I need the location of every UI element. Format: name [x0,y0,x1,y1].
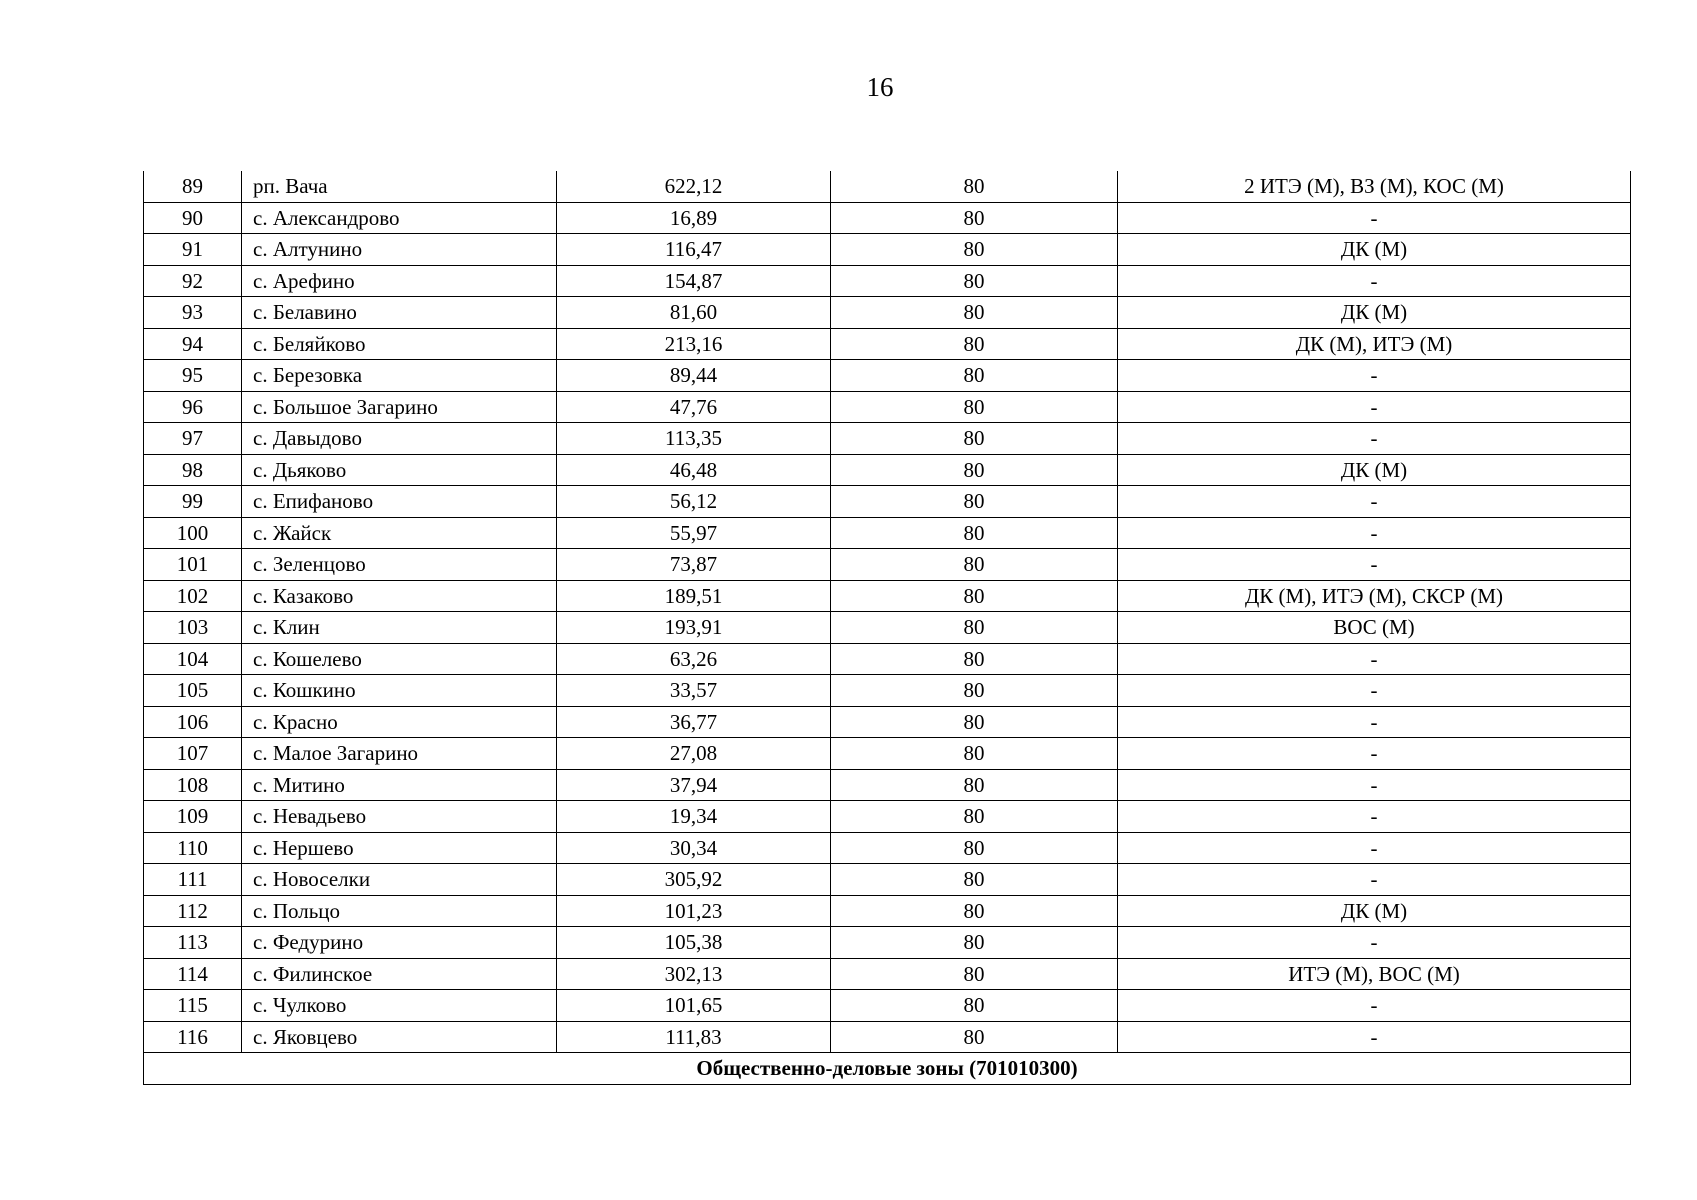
objects-cell: - [1118,486,1631,518]
row-number-cell: 103 [144,612,242,644]
percent-cell: 80 [831,706,1118,738]
settlement-name-cell: с. Нершево [242,832,557,864]
settlement-name-cell: с. Польцо [242,895,557,927]
settlement-name-cell: с. Красно [242,706,557,738]
row-number-cell: 112 [144,895,242,927]
objects-cell: - [1118,423,1631,455]
table-row [144,423,1631,455]
objects-cell: - [1118,265,1631,297]
settlement-name-cell: с. Александрово [242,202,557,234]
row-number-cell: 114 [144,958,242,990]
percent-cell: 80 [831,517,1118,549]
objects-cell: - [1118,738,1631,770]
percent-cell: 80 [831,328,1118,360]
percent-cell: 80 [831,297,1118,329]
area-cell: 37,94 [557,769,831,801]
percent-cell: 80 [831,927,1118,959]
objects-cell: - [1118,801,1631,833]
table-row [144,895,1631,927]
percent-cell: 80 [831,769,1118,801]
objects-cell: - [1118,202,1631,234]
table-row [144,864,1631,896]
objects-cell: ВОС (М) [1118,612,1631,644]
objects-cell: - [1118,549,1631,581]
area-cell: 73,87 [557,549,831,581]
table-row [144,738,1631,770]
area-cell: 116,47 [557,234,831,266]
table-row [144,391,1631,423]
area-cell: 33,57 [557,675,831,707]
row-number-cell: 102 [144,580,242,612]
table-row [144,643,1631,675]
area-cell: 154,87 [557,265,831,297]
percent-cell: 80 [831,990,1118,1022]
table-row [144,990,1631,1022]
area-cell: 36,77 [557,706,831,738]
table-row [144,202,1631,234]
objects-cell: - [1118,864,1631,896]
row-number-cell: 97 [144,423,242,455]
row-number-cell: 111 [144,864,242,896]
row-number-cell: 94 [144,328,242,360]
area-cell: 101,65 [557,990,831,1022]
row-number-cell: 106 [144,706,242,738]
area-cell: 305,92 [557,864,831,896]
row-number-cell: 108 [144,769,242,801]
area-cell: 30,34 [557,832,831,864]
row-number-cell: 107 [144,738,242,770]
objects-cell: - [1118,769,1631,801]
table-row [144,612,1631,644]
area-cell: 89,44 [557,360,831,392]
objects-cell: - [1118,643,1631,675]
area-cell: 193,91 [557,612,831,644]
settlement-name-cell: с. Дьяково [242,454,557,486]
percent-cell: 80 [831,612,1118,644]
table-row [144,297,1631,329]
settlement-name-cell: с. Яковцево [242,1021,557,1053]
objects-cell: - [1118,832,1631,864]
objects-cell: - [1118,517,1631,549]
table-row [144,927,1631,959]
settlement-name-cell: с. Федурино [242,927,557,959]
percent-cell: 80 [831,486,1118,518]
settlement-name-cell: с. Давыдово [242,423,557,455]
settlement-name-cell: с. Беляйково [242,328,557,360]
area-cell: 16,89 [557,202,831,234]
area-cell: 105,38 [557,927,831,959]
settlement-name-cell: с. Жайск [242,517,557,549]
settlement-name-cell: с. Чулково [242,990,557,1022]
area-cell: 111,83 [557,1021,831,1053]
settlement-name-cell: с. Кошкино [242,675,557,707]
table-row [144,265,1631,297]
settlement-name-cell: с. Кошелево [242,643,557,675]
percent-cell: 80 [831,832,1118,864]
percent-cell: 80 [831,171,1118,202]
objects-cell: - [1118,706,1631,738]
settlement-name-cell: с. Клин [242,612,557,644]
section-heading: Общественно-деловые зоны (701010300) [144,1053,1631,1085]
settlement-name-cell: с. Большое Загарино [242,391,557,423]
row-number-cell: 95 [144,360,242,392]
area-cell: 47,76 [557,391,831,423]
objects-cell: ДК (М), ИТЭ (М) [1118,328,1631,360]
row-number-cell: 101 [144,549,242,581]
area-cell: 189,51 [557,580,831,612]
table-row [144,549,1631,581]
percent-cell: 80 [831,234,1118,266]
area-cell: 55,97 [557,517,831,549]
objects-cell: ДК (М), ИТЭ (М), СКСР (М) [1118,580,1631,612]
area-cell: 213,16 [557,328,831,360]
settlement-name-cell: с. Малое Загарино [242,738,557,770]
settlement-name-cell: с. Невадьево [242,801,557,833]
settlement-name-cell: с. Епифаново [242,486,557,518]
percent-cell: 80 [831,801,1118,833]
settlement-name-cell: с. Березовка [242,360,557,392]
row-number-cell: 110 [144,832,242,864]
percent-cell: 80 [831,738,1118,770]
area-cell: 81,60 [557,297,831,329]
table-row [144,486,1631,518]
area-cell: 113,35 [557,423,831,455]
table-row [144,517,1631,549]
settlement-name-cell: с. Митино [242,769,557,801]
settlement-name-cell: с. Алтунино [242,234,557,266]
table-row [144,171,1631,202]
percent-cell: 80 [831,423,1118,455]
settlement-name-cell: с. Казаково [242,580,557,612]
percent-cell: 80 [831,958,1118,990]
percent-cell: 80 [831,549,1118,581]
objects-cell: - [1118,1021,1631,1053]
row-number-cell: 96 [144,391,242,423]
row-number-cell: 100 [144,517,242,549]
area-cell: 622,12 [557,171,831,202]
section-heading-row [144,1053,1631,1085]
row-number-cell: 92 [144,265,242,297]
objects-cell: - [1118,990,1631,1022]
area-cell: 19,34 [557,801,831,833]
objects-cell: ИТЭ (М), ВОС (М) [1118,958,1631,990]
percent-cell: 80 [831,643,1118,675]
zones-table [143,171,1631,1085]
table-row [144,1021,1631,1053]
row-number-cell: 115 [144,990,242,1022]
percent-cell: 80 [831,864,1118,896]
row-number-cell: 104 [144,643,242,675]
percent-cell: 80 [831,1021,1118,1053]
table-row [144,675,1631,707]
row-number-cell: 93 [144,297,242,329]
settlement-name-cell: с. Арефино [242,265,557,297]
percent-cell: 80 [831,202,1118,234]
table-row [144,454,1631,486]
table-row [144,580,1631,612]
objects-cell: - [1118,675,1631,707]
objects-cell: 2 ИТЭ (М), ВЗ (М), КОС (М) [1118,171,1631,202]
settlement-name-cell: с. Филинское [242,958,557,990]
percent-cell: 80 [831,454,1118,486]
percent-cell: 80 [831,895,1118,927]
table-body [144,171,1631,1084]
row-number-cell: 113 [144,927,242,959]
settlement-name-cell: с. Зеленцово [242,549,557,581]
table-row [144,360,1631,392]
table-row [144,769,1631,801]
area-cell: 63,26 [557,643,831,675]
row-number-cell: 109 [144,801,242,833]
row-number-cell: 105 [144,675,242,707]
table-row [144,832,1631,864]
row-number-cell: 116 [144,1021,242,1053]
row-number-cell: 99 [144,486,242,518]
row-number-cell: 89 [144,171,242,202]
settlement-name-cell: с. Белавино [242,297,557,329]
objects-cell: - [1118,927,1631,959]
area-cell: 302,13 [557,958,831,990]
objects-cell: ДК (М) [1118,454,1631,486]
page-number: 16 [866,72,894,102]
area-cell: 56,12 [557,486,831,518]
objects-cell: ДК (М) [1118,895,1631,927]
percent-cell: 80 [831,391,1118,423]
objects-cell: ДК (М) [1118,297,1631,329]
table-row [144,328,1631,360]
percent-cell: 80 [831,580,1118,612]
area-cell: 27,08 [557,738,831,770]
row-number-cell: 90 [144,202,242,234]
objects-cell: - [1118,360,1631,392]
percent-cell: 80 [831,265,1118,297]
table-row [144,958,1631,990]
table-row [144,801,1631,833]
percent-cell: 80 [831,675,1118,707]
table-row [144,706,1631,738]
objects-cell: ДК (М) [1118,234,1631,266]
settlement-name-cell: с. Новоселки [242,864,557,896]
row-number-cell: 98 [144,454,242,486]
objects-cell: - [1118,391,1631,423]
table-row [144,234,1631,266]
percent-cell: 80 [831,360,1118,392]
area-cell: 101,23 [557,895,831,927]
area-cell: 46,48 [557,454,831,486]
settlement-name-cell: рп. Вача [242,171,557,202]
row-number-cell: 91 [144,234,242,266]
